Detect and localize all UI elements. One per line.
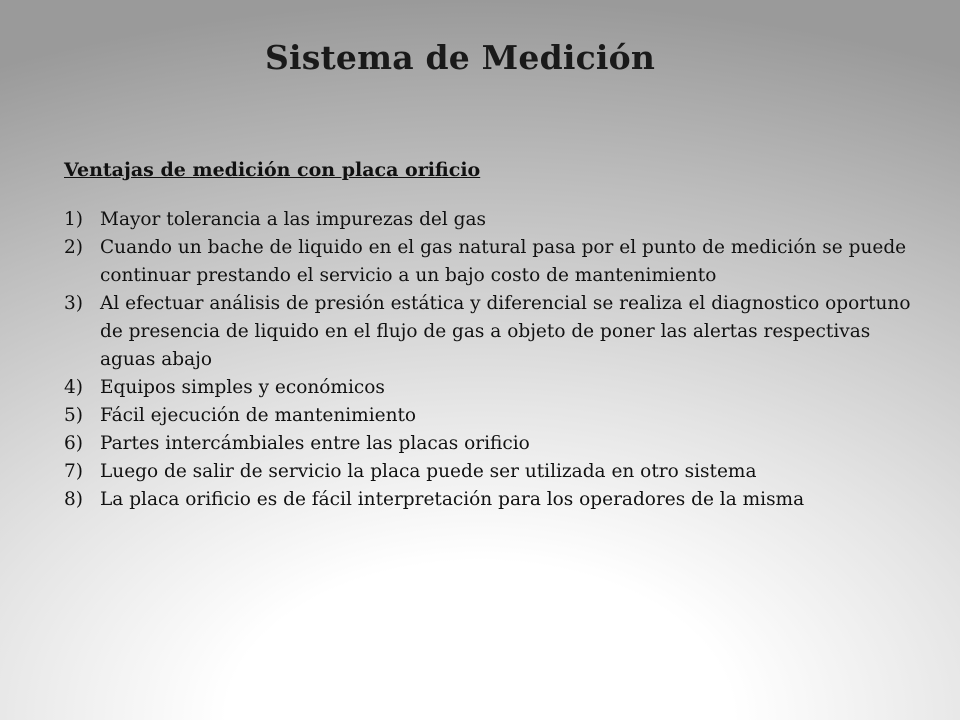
list-item-number: 6) <box>64 433 83 454</box>
slide-title: Sistema de Medición <box>264 38 656 77</box>
list-item <box>64 402 914 430</box>
list-item-number: 7) <box>64 461 83 482</box>
list-item <box>64 458 914 486</box>
list-item-number: 8) <box>64 489 83 510</box>
slide-content <box>64 158 914 514</box>
list-item-text: Mayor tolerancia a las impurezas del gas <box>100 209 487 230</box>
advantages-list <box>64 206 914 514</box>
list-item <box>64 486 914 514</box>
list-item-text: Luego de salir de servicio la placa puede ser utilizada en otro sistema <box>100 461 757 482</box>
list-item-text: Cuando un bache de liquido en el gas natural pasa por el punto de medición se puede continuar prestando el servicio a un bajo costo de mantenimiento <box>100 237 907 286</box>
list-item-text: Partes intercámbiales entre las placas orificio <box>100 433 530 454</box>
section-heading: Ventajas de medición con placa orificio <box>64 159 481 181</box>
list-item-text: Fácil ejecución de mantenimiento <box>100 405 417 426</box>
list-item-text: Equipos simples y económicos <box>100 377 385 398</box>
list-item-number: 4) <box>64 377 83 398</box>
list-item <box>64 430 914 458</box>
list-item-text: La placa orificio es de fácil interpretación para los operadores de la misma <box>100 489 805 510</box>
list-item <box>64 374 914 402</box>
list-item <box>64 234 914 290</box>
list-item <box>64 290 914 374</box>
list-item-number: 3) <box>64 293 83 314</box>
list-item-number: 1) <box>64 209 83 230</box>
list-item-number: 2) <box>64 237 83 258</box>
list-item-number: 5) <box>64 405 83 426</box>
list-item <box>64 206 914 234</box>
list-item-text: Al efectuar análisis de presión estática y diferencial se realiza el diagnostico oportuno de presencia de liquido en el flujo de gas a objeto de poner las alertas respectivas aguas abajo <box>100 293 911 370</box>
